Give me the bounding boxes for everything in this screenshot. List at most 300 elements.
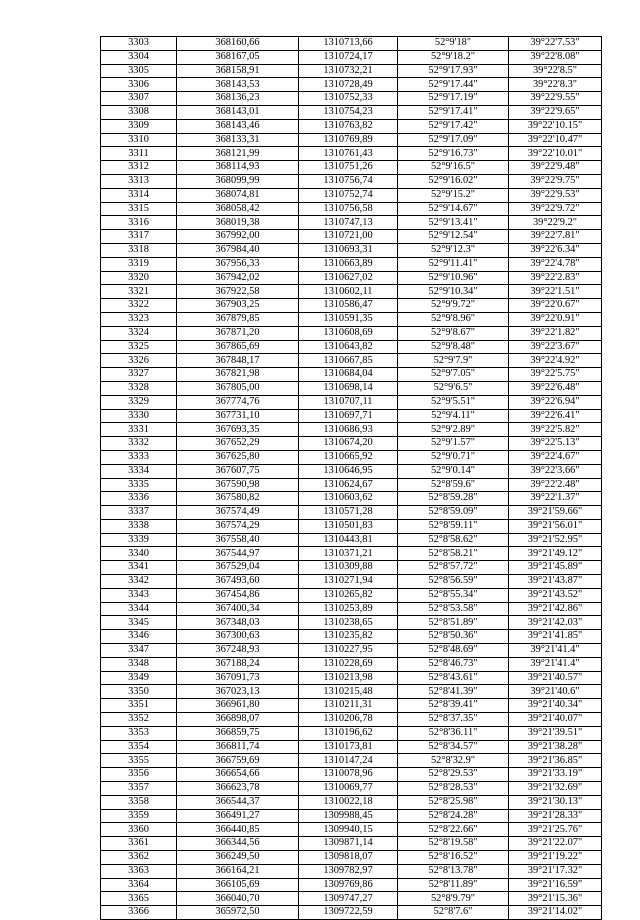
latitude-cell: 52°8'55.34": [398, 588, 509, 602]
y-coordinate-cell: 1310751,26: [299, 161, 398, 175]
y-coordinate-cell: 1310227,95: [299, 644, 398, 658]
y-coordinate-cell: 1310697,71: [299, 409, 398, 423]
longitude-cell: 39°22'0.91": [509, 312, 602, 326]
table-row: [101, 906, 602, 920]
latitude-cell: 52°8'9.79": [398, 892, 509, 906]
point-number-cell: 3329: [101, 395, 177, 409]
table-row: [101, 64, 602, 78]
x-coordinate-cell: 367590,98: [177, 478, 299, 492]
point-number-cell: 3313: [101, 174, 177, 188]
latitude-cell: 52°9'5.51": [398, 395, 509, 409]
x-coordinate-cell: 367529,04: [177, 561, 299, 575]
latitude-cell: 52°8'19.58": [398, 837, 509, 851]
longitude-cell: 39°22'9.55": [509, 92, 602, 106]
y-coordinate-cell: 1310571,28: [299, 506, 398, 520]
y-coordinate-cell: 1310763,82: [299, 119, 398, 133]
latitude-cell: 52°9'7.9": [398, 354, 509, 368]
x-coordinate-cell: 366961,80: [177, 699, 299, 713]
y-coordinate-cell: 1309940,15: [299, 823, 398, 837]
table-row: [101, 768, 602, 782]
point-number-cell: 3326: [101, 354, 177, 368]
point-number-cell: 3352: [101, 713, 177, 727]
latitude-cell: 52°9'16.73": [398, 147, 509, 161]
latitude-cell: 52°9'8.96": [398, 312, 509, 326]
point-number-cell: 3312: [101, 161, 177, 175]
table-row: [101, 133, 602, 147]
y-coordinate-cell: 1310693,31: [299, 243, 398, 257]
point-number-cell: 3328: [101, 381, 177, 395]
y-coordinate-cell: 1310728,49: [299, 78, 398, 92]
longitude-cell: 39°22'8.3": [509, 78, 602, 92]
x-coordinate-cell: 367942,02: [177, 271, 299, 285]
point-number-cell: 3330: [101, 409, 177, 423]
latitude-cell: 52°8'50.36": [398, 630, 509, 644]
point-number-cell: 3306: [101, 78, 177, 92]
longitude-cell: 39°22'5.75": [509, 368, 602, 382]
point-number-cell: 3315: [101, 202, 177, 216]
y-coordinate-cell: 1310022,18: [299, 795, 398, 809]
x-coordinate-cell: 366544,37: [177, 795, 299, 809]
table-row: [101, 492, 602, 506]
table-row: [101, 602, 602, 616]
latitude-cell: 52°8'46.73": [398, 657, 509, 671]
x-coordinate-cell: 367922,58: [177, 285, 299, 299]
point-number-cell: 3327: [101, 368, 177, 382]
latitude-cell: 52°8'34.57": [398, 740, 509, 754]
table-row: [101, 354, 602, 368]
y-coordinate-cell: 1310253,89: [299, 602, 398, 616]
latitude-cell: 52°9'14.67": [398, 202, 509, 216]
point-number-cell: 3325: [101, 340, 177, 354]
table-row: [101, 368, 602, 382]
y-coordinate-cell: 1310646,95: [299, 464, 398, 478]
longitude-cell: 39°22'3.66": [509, 464, 602, 478]
point-number-cell: 3347: [101, 644, 177, 658]
longitude-cell: 39°21'41.4": [509, 644, 602, 658]
y-coordinate-cell: 1309782,97: [299, 864, 398, 878]
x-coordinate-cell: 367580,82: [177, 492, 299, 506]
latitude-cell: 52°9'16.02": [398, 174, 509, 188]
latitude-cell: 52°9'17.93": [398, 64, 509, 78]
x-coordinate-cell: 368019,38: [177, 216, 299, 230]
table-row: [101, 547, 602, 561]
x-coordinate-cell: 367574,29: [177, 519, 299, 533]
y-coordinate-cell: 1310732,21: [299, 64, 398, 78]
x-coordinate-cell: 367956,33: [177, 257, 299, 271]
x-coordinate-cell: 367693,35: [177, 423, 299, 437]
point-number-cell: 3314: [101, 188, 177, 202]
y-coordinate-cell: 1310443,81: [299, 533, 398, 547]
longitude-cell: 39°22'3.67": [509, 340, 602, 354]
longitude-cell: 39°21'15.36": [509, 892, 602, 906]
longitude-cell: 39°22'4.67": [509, 450, 602, 464]
point-number-cell: 3303: [101, 37, 177, 51]
latitude-cell: 52°8'24.28": [398, 809, 509, 823]
x-coordinate-cell: 367023,13: [177, 685, 299, 699]
x-coordinate-cell: 367607,75: [177, 464, 299, 478]
y-coordinate-cell: 1309988,45: [299, 809, 398, 823]
point-number-cell: 3357: [101, 782, 177, 796]
latitude-cell: 52°9'2.89": [398, 423, 509, 437]
longitude-cell: 39°21'40.34": [509, 699, 602, 713]
point-number-cell: 3351: [101, 699, 177, 713]
point-number-cell: 3356: [101, 768, 177, 782]
longitude-cell: 39°22'4.78": [509, 257, 602, 271]
x-coordinate-cell: 368136,23: [177, 92, 299, 106]
x-coordinate-cell: 367248,93: [177, 644, 299, 658]
longitude-cell: 39°22'9.2": [509, 216, 602, 230]
latitude-cell: 52°9'17.41": [398, 105, 509, 119]
y-coordinate-cell: 1310271,94: [299, 575, 398, 589]
point-number-cell: 3337: [101, 506, 177, 520]
point-number-cell: 3340: [101, 547, 177, 561]
latitude-cell: 52°9'9.72": [398, 299, 509, 313]
longitude-cell: 39°22'2.48": [509, 478, 602, 492]
point-number-cell: 3348: [101, 657, 177, 671]
x-coordinate-cell: 367984,40: [177, 243, 299, 257]
latitude-cell: 52°8'59.28": [398, 492, 509, 506]
latitude-cell: 52°9'4.11": [398, 409, 509, 423]
table-row: [101, 395, 602, 409]
latitude-cell: 52°9'0.71": [398, 450, 509, 464]
latitude-cell: 52°8'32.9": [398, 754, 509, 768]
latitude-cell: 52°9'0.14": [398, 464, 509, 478]
latitude-cell: 52°8'36.11": [398, 726, 509, 740]
table-row: [101, 685, 602, 699]
y-coordinate-cell: 1310265,82: [299, 588, 398, 602]
latitude-cell: 52°9'7.05": [398, 368, 509, 382]
point-number-cell: 3308: [101, 105, 177, 119]
table-row: [101, 713, 602, 727]
x-coordinate-cell: 367848,17: [177, 354, 299, 368]
y-coordinate-cell: 1310756,58: [299, 202, 398, 216]
x-coordinate-cell: 366344,56: [177, 837, 299, 851]
table-row: [101, 381, 602, 395]
point-number-cell: 3353: [101, 726, 177, 740]
point-number-cell: 3338: [101, 519, 177, 533]
point-number-cell: 3335: [101, 478, 177, 492]
point-number-cell: 3304: [101, 50, 177, 64]
table-row: [101, 92, 602, 106]
longitude-cell: 39°21'28.33": [509, 809, 602, 823]
x-coordinate-cell: 367300,63: [177, 630, 299, 644]
longitude-cell: 39°22'9.53": [509, 188, 602, 202]
latitude-cell: 52°8'57.72": [398, 561, 509, 575]
point-number-cell: 3319: [101, 257, 177, 271]
x-coordinate-cell: 368099,99: [177, 174, 299, 188]
table-row: [101, 878, 602, 892]
longitude-cell: 39°21'17.32": [509, 864, 602, 878]
table-row: [101, 892, 602, 906]
x-coordinate-cell: 367493,60: [177, 575, 299, 589]
y-coordinate-cell: 1310206,78: [299, 713, 398, 727]
y-coordinate-cell: 1310721,00: [299, 230, 398, 244]
longitude-cell: 39°22'1.51": [509, 285, 602, 299]
table-row: [101, 754, 602, 768]
y-coordinate-cell: 1309871,14: [299, 837, 398, 851]
y-coordinate-cell: 1310769,89: [299, 133, 398, 147]
longitude-cell: 39°22'8.5": [509, 64, 602, 78]
latitude-cell: 52°8'16.52": [398, 851, 509, 865]
y-coordinate-cell: 1310707,11: [299, 395, 398, 409]
x-coordinate-cell: 366898,07: [177, 713, 299, 727]
x-coordinate-cell: 367558,40: [177, 533, 299, 547]
y-coordinate-cell: 1310235,82: [299, 630, 398, 644]
table-row: [101, 699, 602, 713]
point-number-cell: 3354: [101, 740, 177, 754]
longitude-cell: 39°22'9.75": [509, 174, 602, 188]
table-row: [101, 119, 602, 133]
x-coordinate-cell: 366811,74: [177, 740, 299, 754]
table-row: [101, 616, 602, 630]
y-coordinate-cell: 1310752,33: [299, 92, 398, 106]
latitude-cell: 52°9'8.48": [398, 340, 509, 354]
table-row: [101, 230, 602, 244]
longitude-cell: 39°22'8.08": [509, 50, 602, 64]
point-number-cell: 3332: [101, 437, 177, 451]
longitude-cell: 39°22'1.82": [509, 326, 602, 340]
longitude-cell: 39°22'0.67": [509, 299, 602, 313]
x-coordinate-cell: 367400,34: [177, 602, 299, 616]
longitude-cell: 39°22'9.72": [509, 202, 602, 216]
latitude-cell: 52°9'15.2": [398, 188, 509, 202]
x-coordinate-cell: 367348,03: [177, 616, 299, 630]
table-row: [101, 174, 602, 188]
point-number-cell: 3365: [101, 892, 177, 906]
longitude-cell: 39°21'39.51": [509, 726, 602, 740]
point-number-cell: 3336: [101, 492, 177, 506]
latitude-cell: 52°8'39.41": [398, 699, 509, 713]
longitude-cell: 39°22'10.47": [509, 133, 602, 147]
longitude-cell: 39°22'6.48": [509, 381, 602, 395]
table-row: [101, 450, 602, 464]
latitude-cell: 52°9'18": [398, 37, 509, 51]
latitude-cell: 52°8'58.21": [398, 547, 509, 561]
table-row: [101, 271, 602, 285]
y-coordinate-cell: 1309747,27: [299, 892, 398, 906]
longitude-cell: 39°21'43.52": [509, 588, 602, 602]
longitude-cell: 39°22'6.34": [509, 243, 602, 257]
point-number-cell: 3362: [101, 851, 177, 865]
latitude-cell: 52°9'13.41": [398, 216, 509, 230]
table-row: [101, 161, 602, 175]
x-coordinate-cell: 367871,20: [177, 326, 299, 340]
y-coordinate-cell: 1310213,98: [299, 671, 398, 685]
point-number-cell: 3309: [101, 119, 177, 133]
point-number-cell: 3339: [101, 533, 177, 547]
longitude-cell: 39°22'5.82": [509, 423, 602, 437]
longitude-cell: 39°22'2.83": [509, 271, 602, 285]
y-coordinate-cell: 1310069,77: [299, 782, 398, 796]
x-coordinate-cell: 366859,75: [177, 726, 299, 740]
table-row: [101, 630, 602, 644]
point-number-cell: 3355: [101, 754, 177, 768]
table-row: [101, 437, 602, 451]
latitude-cell: 52°9'10.34": [398, 285, 509, 299]
longitude-cell: 39°22'6.41": [509, 409, 602, 423]
x-coordinate-cell: 365972,50: [177, 906, 299, 920]
point-number-cell: 3307: [101, 92, 177, 106]
x-coordinate-cell: 367188,24: [177, 657, 299, 671]
y-coordinate-cell: 1310665,92: [299, 450, 398, 464]
x-coordinate-cell: 367625,80: [177, 450, 299, 464]
longitude-cell: 39°21'41.4": [509, 657, 602, 671]
x-coordinate-cell: 368143,53: [177, 78, 299, 92]
point-number-cell: 3342: [101, 575, 177, 589]
table-row: [101, 657, 602, 671]
longitude-cell: 39°21'30.13": [509, 795, 602, 809]
latitude-cell: 52°9'18.2": [398, 50, 509, 64]
longitude-cell: 39°21'41.85": [509, 630, 602, 644]
latitude-cell: 52°9'8.67": [398, 326, 509, 340]
latitude-cell: 52°8'25.98": [398, 795, 509, 809]
point-number-cell: 3341: [101, 561, 177, 575]
x-coordinate-cell: 366105,69: [177, 878, 299, 892]
table-row: [101, 50, 602, 64]
point-number-cell: 3361: [101, 837, 177, 851]
table-row: [101, 312, 602, 326]
latitude-cell: 52°9'12.54": [398, 230, 509, 244]
latitude-cell: 52°9'17.44": [398, 78, 509, 92]
y-coordinate-cell: 1310756,74: [299, 174, 398, 188]
x-coordinate-cell: 368143,46: [177, 119, 299, 133]
y-coordinate-cell: 1310211,31: [299, 699, 398, 713]
x-coordinate-cell: 368114,93: [177, 161, 299, 175]
point-number-cell: 3358: [101, 795, 177, 809]
latitude-cell: 52°8'37.35": [398, 713, 509, 727]
x-coordinate-cell: 367091,73: [177, 671, 299, 685]
table-row: [101, 795, 602, 809]
y-coordinate-cell: 1310215,48: [299, 685, 398, 699]
x-coordinate-cell: 366654,66: [177, 768, 299, 782]
table-row: [101, 851, 602, 865]
y-coordinate-cell: 1310684,04: [299, 368, 398, 382]
x-coordinate-cell: 366491,27: [177, 809, 299, 823]
y-coordinate-cell: 1310173,81: [299, 740, 398, 754]
y-coordinate-cell: 1310586,47: [299, 299, 398, 313]
table-row: [101, 644, 602, 658]
x-coordinate-cell: 367865,69: [177, 340, 299, 354]
x-coordinate-cell: 367652,29: [177, 437, 299, 451]
x-coordinate-cell: 368167,05: [177, 50, 299, 64]
x-coordinate-cell: 367774,76: [177, 395, 299, 409]
latitude-cell: 52°9'16.5": [398, 161, 509, 175]
point-number-cell: 3363: [101, 864, 177, 878]
y-coordinate-cell: 1310752,74: [299, 188, 398, 202]
x-coordinate-cell: 368121,99: [177, 147, 299, 161]
point-number-cell: 3318: [101, 243, 177, 257]
x-coordinate-cell: 367544,97: [177, 547, 299, 561]
table-row: [101, 478, 602, 492]
y-coordinate-cell: 1310724,17: [299, 50, 398, 64]
longitude-cell: 39°22'7.81": [509, 230, 602, 244]
point-number-cell: 3350: [101, 685, 177, 699]
x-coordinate-cell: 368143,01: [177, 105, 299, 119]
point-number-cell: 3333: [101, 450, 177, 464]
x-coordinate-cell: 368058,42: [177, 202, 299, 216]
table-row: [101, 823, 602, 837]
latitude-cell: 52°8'53.58": [398, 602, 509, 616]
x-coordinate-cell: 366623,78: [177, 782, 299, 796]
latitude-cell: 52°8'11.89": [398, 878, 509, 892]
y-coordinate-cell: 1310624,67: [299, 478, 398, 492]
y-coordinate-cell: 1310698,14: [299, 381, 398, 395]
y-coordinate-cell: 1310078,96: [299, 768, 398, 782]
latitude-cell: 52°8'41.39": [398, 685, 509, 699]
y-coordinate-cell: 1309722,59: [299, 906, 398, 920]
point-number-cell: 3334: [101, 464, 177, 478]
table-row: [101, 506, 602, 520]
table-row: [101, 188, 602, 202]
y-coordinate-cell: 1310238,65: [299, 616, 398, 630]
coordinates-table-body: [101, 37, 602, 920]
table-row: [101, 299, 602, 313]
y-coordinate-cell: 1309769,86: [299, 878, 398, 892]
longitude-cell: 39°21'40.6": [509, 685, 602, 699]
point-number-cell: 3345: [101, 616, 177, 630]
table-row: [101, 243, 602, 257]
latitude-cell: 52°8'48.69": [398, 644, 509, 658]
longitude-cell: 39°21'52.95": [509, 533, 602, 547]
table-row: [101, 837, 602, 851]
y-coordinate-cell: 1310713,66: [299, 37, 398, 51]
point-number-cell: 3317: [101, 230, 177, 244]
longitude-cell: 39°21'33.19": [509, 768, 602, 782]
table-row: [101, 326, 602, 340]
point-number-cell: 3323: [101, 312, 177, 326]
longitude-cell: 39°21'45.89": [509, 561, 602, 575]
latitude-cell: 52°8'7.6": [398, 906, 509, 920]
point-number-cell: 3305: [101, 64, 177, 78]
y-coordinate-cell: 1310602,11: [299, 285, 398, 299]
table-row: [101, 782, 602, 796]
x-coordinate-cell: 367903,25: [177, 299, 299, 313]
x-coordinate-cell: 367805,00: [177, 381, 299, 395]
table-row: [101, 809, 602, 823]
point-number-cell: 3320: [101, 271, 177, 285]
table-row: [101, 519, 602, 533]
latitude-cell: 52°9'11.41": [398, 257, 509, 271]
x-coordinate-cell: 366164,21: [177, 864, 299, 878]
y-coordinate-cell: 1310686,93: [299, 423, 398, 437]
y-coordinate-cell: 1310667,85: [299, 354, 398, 368]
longitude-cell: 39°21'40.57": [509, 671, 602, 685]
point-number-cell: 3366: [101, 906, 177, 920]
longitude-cell: 39°21'14.02": [509, 906, 602, 920]
x-coordinate-cell: 366440,85: [177, 823, 299, 837]
latitude-cell: 52°8'22.66": [398, 823, 509, 837]
longitude-cell: 39°21'25.76": [509, 823, 602, 837]
longitude-cell: 39°21'49.12": [509, 547, 602, 561]
table-row: [101, 202, 602, 216]
table-row: [101, 37, 602, 51]
latitude-cell: 52°8'59.6": [398, 478, 509, 492]
point-number-cell: 3310: [101, 133, 177, 147]
longitude-cell: 39°21'56.01": [509, 519, 602, 533]
table-row: [101, 533, 602, 547]
x-coordinate-cell: 367879,85: [177, 312, 299, 326]
x-coordinate-cell: 368133,31: [177, 133, 299, 147]
x-coordinate-cell: 368158,91: [177, 64, 299, 78]
point-number-cell: 3324: [101, 326, 177, 340]
latitude-cell: 52°8'56.59": [398, 575, 509, 589]
table-row: [101, 864, 602, 878]
table-row: [101, 588, 602, 602]
y-coordinate-cell: 1310643,82: [299, 340, 398, 354]
latitude-cell: 52°8'59.09": [398, 506, 509, 520]
x-coordinate-cell: 367574,49: [177, 506, 299, 520]
x-coordinate-cell: 368074,81: [177, 188, 299, 202]
